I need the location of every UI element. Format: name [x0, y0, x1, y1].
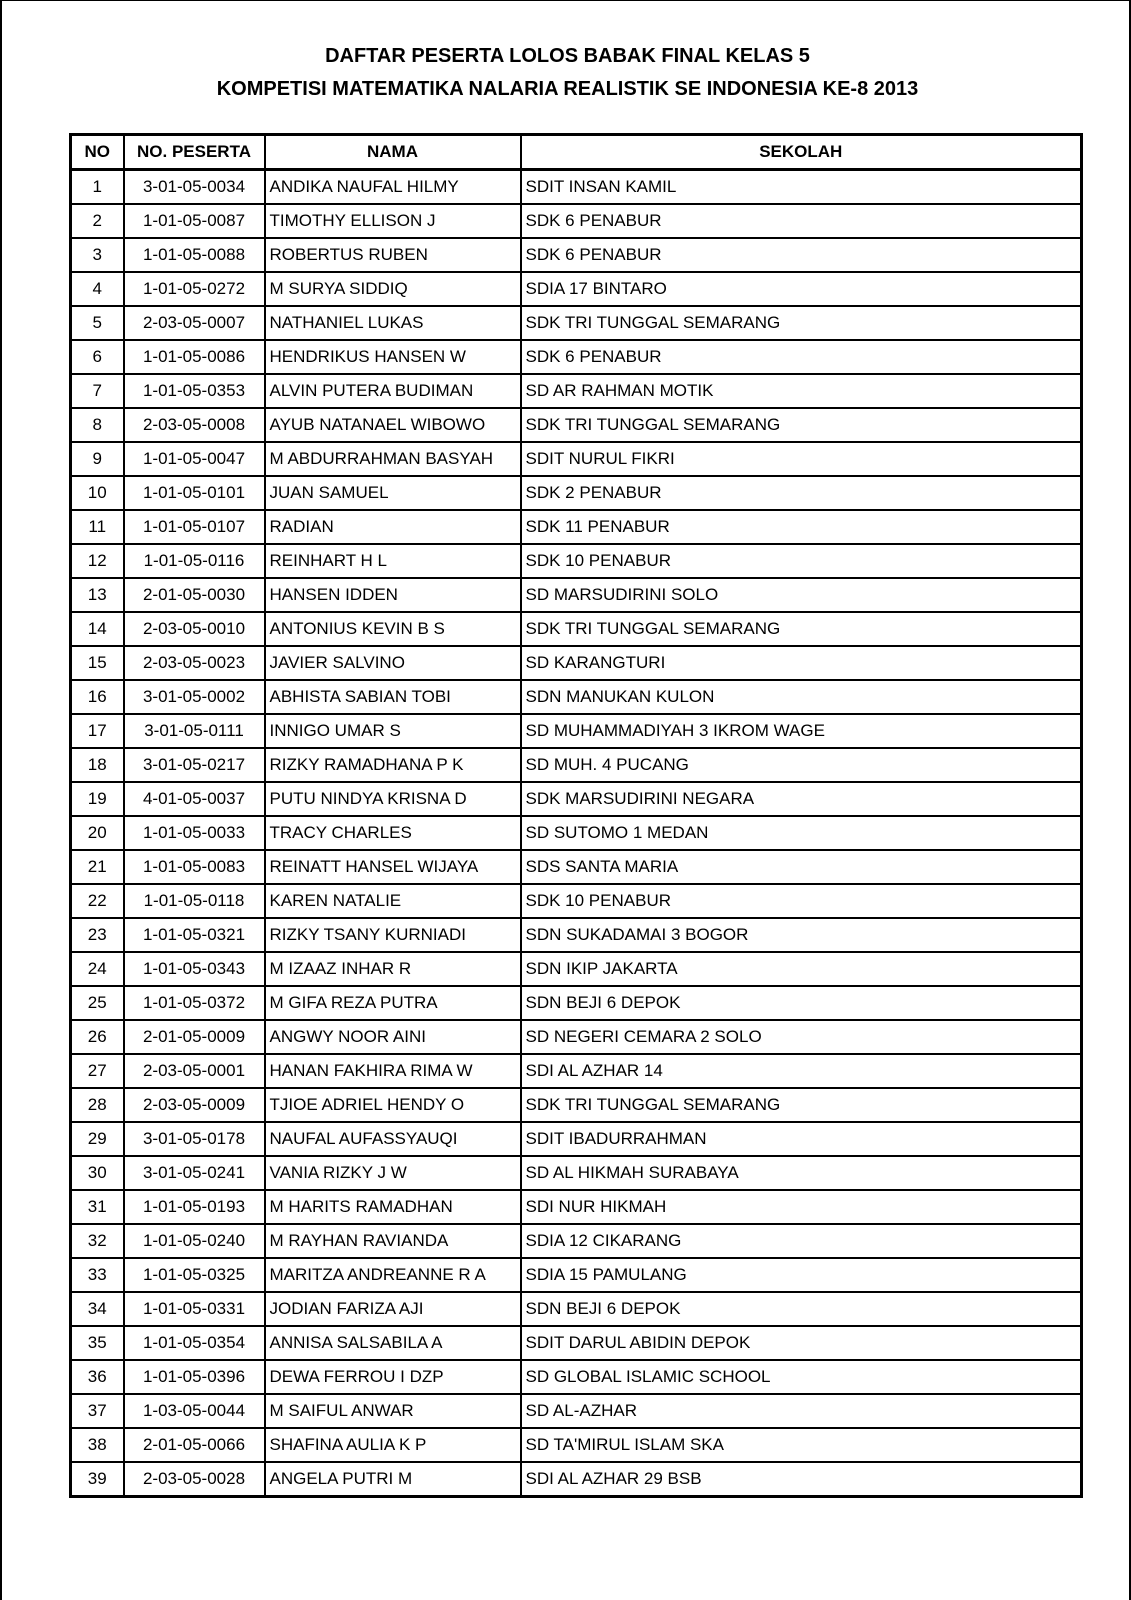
cell-sekolah: SDK 6 PENABUR: [521, 238, 1082, 272]
table-row: [71, 442, 1082, 476]
cell-nama: ROBERTUS RUBEN: [265, 238, 521, 272]
cell-no: 28: [71, 1088, 124, 1122]
cell-sekolah: SDK TRI TUNGGAL SEMARANG: [521, 612, 1082, 646]
cell-no: 38: [71, 1428, 124, 1462]
table-row: [71, 748, 1082, 782]
table-row: [71, 578, 1082, 612]
cell-no: 34: [71, 1292, 124, 1326]
participants-table: [69, 133, 1083, 1498]
cell-no: 29: [71, 1122, 124, 1156]
title-line-1: DAFTAR PESERTA LOLOS BABAK FINAL KELAS 5: [325, 45, 810, 67]
table-row: [71, 884, 1082, 918]
cell-peserta: 2-01-05-0066: [124, 1428, 265, 1462]
header-no: NO: [71, 135, 124, 170]
cell-sekolah: SD AR RAHMAN MOTIK: [521, 374, 1082, 408]
cell-nama: M SURYA SIDDIQ: [265, 272, 521, 306]
cell-nama: SHAFINA AULIA K P: [265, 1428, 521, 1462]
cell-nama: ANNISA SALSABILA A: [265, 1326, 521, 1360]
cell-nama: REINHART H L: [265, 544, 521, 578]
cell-nama: ALVIN PUTERA BUDIMAN: [265, 374, 521, 408]
table-row: [71, 1462, 1082, 1497]
cell-sekolah: SDI AL AZHAR 29 BSB: [521, 1462, 1082, 1497]
cell-no: 35: [71, 1326, 124, 1360]
cell-nama: AYUB NATANAEL WIBOWO: [265, 408, 521, 442]
cell-no: 8: [71, 408, 124, 442]
table-row: [71, 1054, 1082, 1088]
cell-sekolah: SDIA 15 PAMULANG: [521, 1258, 1082, 1292]
table-header-row: [71, 135, 1082, 170]
cell-peserta: 2-03-05-0001: [124, 1054, 265, 1088]
cell-sekolah: SDIA 12 CIKARANG: [521, 1224, 1082, 1258]
cell-peserta: 3-01-05-0178: [124, 1122, 265, 1156]
cell-peserta: 1-01-05-0047: [124, 442, 265, 476]
cell-no: 32: [71, 1224, 124, 1258]
cell-sekolah: SDK 6 PENABUR: [521, 340, 1082, 374]
cell-sekolah: SDK 2 PENABUR: [521, 476, 1082, 510]
table-row: [71, 238, 1082, 272]
table-row: [71, 1224, 1082, 1258]
cell-sekolah: SDIA 17 BINTARO: [521, 272, 1082, 306]
cell-sekolah: SDK TRI TUNGGAL SEMARANG: [521, 1088, 1082, 1122]
table-row: [71, 1020, 1082, 1054]
cell-no: 39: [71, 1462, 124, 1497]
table-row: [71, 1360, 1082, 1394]
table-row: [71, 374, 1082, 408]
cell-sekolah: SDK MARSUDIRINI NEGARA: [521, 782, 1082, 816]
cell-peserta: 3-01-05-0034: [124, 170, 265, 205]
cell-peserta: 2-03-05-0023: [124, 646, 265, 680]
cell-peserta: 2-03-05-0010: [124, 612, 265, 646]
cell-nama: M IZAAZ INHAR R: [265, 952, 521, 986]
table-row: [71, 204, 1082, 238]
cell-no: 16: [71, 680, 124, 714]
table-row: [71, 612, 1082, 646]
table-row: [71, 1428, 1082, 1462]
cell-sekolah: SDIT IBADURRAHMAN: [521, 1122, 1082, 1156]
cell-sekolah: SD AL HIKMAH SURABAYA: [521, 1156, 1082, 1190]
cell-peserta: 1-01-05-0083: [124, 850, 265, 884]
table-row: [71, 918, 1082, 952]
cell-peserta: 1-01-05-0396: [124, 1360, 265, 1394]
cell-peserta: 2-01-05-0009: [124, 1020, 265, 1054]
cell-nama: PUTU NINDYA KRISNA D: [265, 782, 521, 816]
cell-nama: M RAYHAN RAVIANDA: [265, 1224, 521, 1258]
cell-peserta: 2-03-05-0028: [124, 1462, 265, 1497]
cell-sekolah: SDN IKIP JAKARTA: [521, 952, 1082, 986]
cell-nama: ABHISTA SABIAN TOBI: [265, 680, 521, 714]
table-row: [71, 816, 1082, 850]
cell-peserta: 3-01-05-0002: [124, 680, 265, 714]
cell-sekolah: SD TA'MIRUL ISLAM SKA: [521, 1428, 1082, 1462]
cell-nama: ANGWY NOOR AINI: [265, 1020, 521, 1054]
table-row: [71, 272, 1082, 306]
cell-peserta: 2-03-05-0009: [124, 1088, 265, 1122]
cell-no: 20: [71, 816, 124, 850]
cell-no: 37: [71, 1394, 124, 1428]
cell-sekolah: SDK 10 PENABUR: [521, 884, 1082, 918]
cell-no: 26: [71, 1020, 124, 1054]
cell-sekolah: SDIT DARUL ABIDIN DEPOK: [521, 1326, 1082, 1360]
cell-no: 15: [71, 646, 124, 680]
cell-nama: JUAN SAMUEL: [265, 476, 521, 510]
cell-peserta: 2-03-05-0008: [124, 408, 265, 442]
cell-sekolah: SD KARANGTURI: [521, 646, 1082, 680]
cell-no: 6: [71, 340, 124, 374]
cell-peserta: 3-01-05-0217: [124, 748, 265, 782]
table-row: [71, 1156, 1082, 1190]
table-row: [71, 714, 1082, 748]
cell-sekolah: SD MUH. 4 PUCANG: [521, 748, 1082, 782]
cell-peserta: 1-01-05-0101: [124, 476, 265, 510]
table-row: [71, 1122, 1082, 1156]
cell-peserta: 1-01-05-0372: [124, 986, 265, 1020]
cell-nama: NAUFAL AUFASSYAUQI: [265, 1122, 521, 1156]
table-row: [71, 544, 1082, 578]
header-nama: NAMA: [265, 135, 521, 170]
table-row: [71, 986, 1082, 1020]
title-line-2: KOMPETISI MATEMATIKA NALARIA REALISTIK SE INDONESIA KE-8 2013: [216, 78, 919, 100]
cell-nama: M GIFA REZA PUTRA: [265, 986, 521, 1020]
cell-no: 13: [71, 578, 124, 612]
table-body: [71, 170, 1082, 1497]
cell-peserta: 1-01-05-0087: [124, 204, 265, 238]
header-sekolah: SEKOLAH: [521, 135, 1082, 170]
cell-nama: RADIAN: [265, 510, 521, 544]
cell-peserta: 2-03-05-0007: [124, 306, 265, 340]
table-row: [71, 1088, 1082, 1122]
cell-nama: HANSEN IDDEN: [265, 578, 521, 612]
cell-peserta: 2-01-05-0030: [124, 578, 265, 612]
cell-no: 24: [71, 952, 124, 986]
table-row: [71, 952, 1082, 986]
cell-sekolah: SD MARSUDIRINI SOLO: [521, 578, 1082, 612]
cell-nama: M HARITS RAMADHAN: [265, 1190, 521, 1224]
cell-sekolah: SDN BEJI 6 DEPOK: [521, 986, 1082, 1020]
cell-peserta: 1-01-05-0107: [124, 510, 265, 544]
cell-no: 1: [71, 170, 124, 205]
cell-peserta: 1-01-05-0321: [124, 918, 265, 952]
cell-nama: ANGELA PUTRI M: [265, 1462, 521, 1497]
cell-nama: DEWA FERROU I DZP: [265, 1360, 521, 1394]
cell-sekolah: SD NEGERI CEMARA 2 SOLO: [521, 1020, 1082, 1054]
cell-sekolah: SDI AL AZHAR 14: [521, 1054, 1082, 1088]
table-row: [71, 680, 1082, 714]
cell-peserta: 1-01-05-0353: [124, 374, 265, 408]
cell-nama: HENDRIKUS HANSEN W: [265, 340, 521, 374]
cell-sekolah: SDK 6 PENABUR: [521, 204, 1082, 238]
cell-sekolah: SDK 10 PENABUR: [521, 544, 1082, 578]
table-row: [71, 1258, 1082, 1292]
cell-sekolah: SDI NUR HIKMAH: [521, 1190, 1082, 1224]
cell-nama: KAREN NATALIE: [265, 884, 521, 918]
cell-no: 3: [71, 238, 124, 272]
cell-peserta: 3-01-05-0241: [124, 1156, 265, 1190]
cell-peserta: 1-01-05-0354: [124, 1326, 265, 1360]
cell-peserta: 3-01-05-0111: [124, 714, 265, 748]
cell-nama: JODIAN FARIZA AJI: [265, 1292, 521, 1326]
table-row: [71, 850, 1082, 884]
cell-no: 10: [71, 476, 124, 510]
cell-no: 12: [71, 544, 124, 578]
cell-peserta: 1-01-05-0193: [124, 1190, 265, 1224]
table-row: [71, 170, 1082, 205]
table-row: [71, 340, 1082, 374]
cell-peserta: 1-01-05-0343: [124, 952, 265, 986]
cell-nama: M ABDURRAHMAN BASYAH: [265, 442, 521, 476]
cell-peserta: 1-01-05-0331: [124, 1292, 265, 1326]
cell-nama: REINATT HANSEL WIJAYA: [265, 850, 521, 884]
header-peserta: NO. PESERTA: [124, 135, 265, 170]
table-row: [71, 1292, 1082, 1326]
cell-nama: MARITZA ANDREANNE R A: [265, 1258, 521, 1292]
cell-nama: M SAIFUL ANWAR: [265, 1394, 521, 1428]
cell-peserta: 1-03-05-0044: [124, 1394, 265, 1428]
cell-peserta: 1-01-05-0118: [124, 884, 265, 918]
cell-nama: RIZKY TSANY KURNIADI: [265, 918, 521, 952]
table-row: [71, 510, 1082, 544]
table-row: [71, 306, 1082, 340]
cell-peserta: 4-01-05-0037: [124, 782, 265, 816]
cell-nama: TJIOE ADRIEL HENDY O: [265, 1088, 521, 1122]
cell-peserta: 1-01-05-0086: [124, 340, 265, 374]
cell-sekolah: SD GLOBAL ISLAMIC SCHOOL: [521, 1360, 1082, 1394]
cell-no: 19: [71, 782, 124, 816]
cell-no: 36: [71, 1360, 124, 1394]
cell-no: 27: [71, 1054, 124, 1088]
cell-sekolah: SDK TRI TUNGGAL SEMARANG: [521, 408, 1082, 442]
cell-sekolah: SD MUHAMMADIYAH 3 IKROM WAGE: [521, 714, 1082, 748]
cell-no: 14: [71, 612, 124, 646]
cell-peserta: 1-01-05-0116: [124, 544, 265, 578]
cell-peserta: 1-01-05-0033: [124, 816, 265, 850]
cell-sekolah: SDN SUKADAMAI 3 BOGOR: [521, 918, 1082, 952]
cell-peserta: 1-01-05-0272: [124, 272, 265, 306]
cell-no: 18: [71, 748, 124, 782]
table-row: [71, 1190, 1082, 1224]
cell-nama: RIZKY RAMADHANA P K: [265, 748, 521, 782]
cell-no: 4: [71, 272, 124, 306]
cell-nama: TRACY CHARLES: [265, 816, 521, 850]
cell-sekolah: SD AL-AZHAR: [521, 1394, 1082, 1428]
cell-nama: NATHANIEL LUKAS: [265, 306, 521, 340]
cell-no: 31: [71, 1190, 124, 1224]
cell-no: 25: [71, 986, 124, 1020]
cell-nama: INNIGO UMAR S: [265, 714, 521, 748]
cell-nama: HANAN FAKHIRA RIMA W: [265, 1054, 521, 1088]
cell-no: 21: [71, 850, 124, 884]
cell-no: 2: [71, 204, 124, 238]
cell-nama: ANTONIUS KEVIN B S: [265, 612, 521, 646]
cell-sekolah: SDN BEJI 6 DEPOK: [521, 1292, 1082, 1326]
cell-no: 23: [71, 918, 124, 952]
cell-sekolah: SDK TRI TUNGGAL SEMARANG: [521, 306, 1082, 340]
table-row: [71, 1326, 1082, 1360]
cell-no: 22: [71, 884, 124, 918]
cell-sekolah: SDK 11 PENABUR: [521, 510, 1082, 544]
table-row: [71, 1394, 1082, 1428]
cell-sekolah: SDN MANUKAN KULON: [521, 680, 1082, 714]
cell-sekolah: SDIT NURUL FIKRI: [521, 442, 1082, 476]
table-row: [71, 646, 1082, 680]
cell-sekolah: SDIT INSAN KAMIL: [521, 170, 1082, 205]
cell-no: 9: [71, 442, 124, 476]
cell-sekolah: SD SUTOMO 1 MEDAN: [521, 816, 1082, 850]
cell-peserta: 1-01-05-0325: [124, 1258, 265, 1292]
cell-peserta: 1-01-05-0240: [124, 1224, 265, 1258]
cell-nama: ANDIKA NAUFAL HILMY: [265, 170, 521, 205]
table-row: [71, 782, 1082, 816]
table-row: [71, 408, 1082, 442]
cell-no: 7: [71, 374, 124, 408]
cell-nama: TIMOTHY ELLISON J: [265, 204, 521, 238]
cell-no: 5: [71, 306, 124, 340]
cell-nama: VANIA RIZKY J W: [265, 1156, 521, 1190]
cell-no: 30: [71, 1156, 124, 1190]
cell-no: 11: [71, 510, 124, 544]
cell-peserta: 1-01-05-0088: [124, 238, 265, 272]
cell-nama: JAVIER SALVINO: [265, 646, 521, 680]
cell-sekolah: SDS SANTA MARIA: [521, 850, 1082, 884]
cell-no: 17: [71, 714, 124, 748]
cell-no: 33: [71, 1258, 124, 1292]
table-row: [71, 476, 1082, 510]
